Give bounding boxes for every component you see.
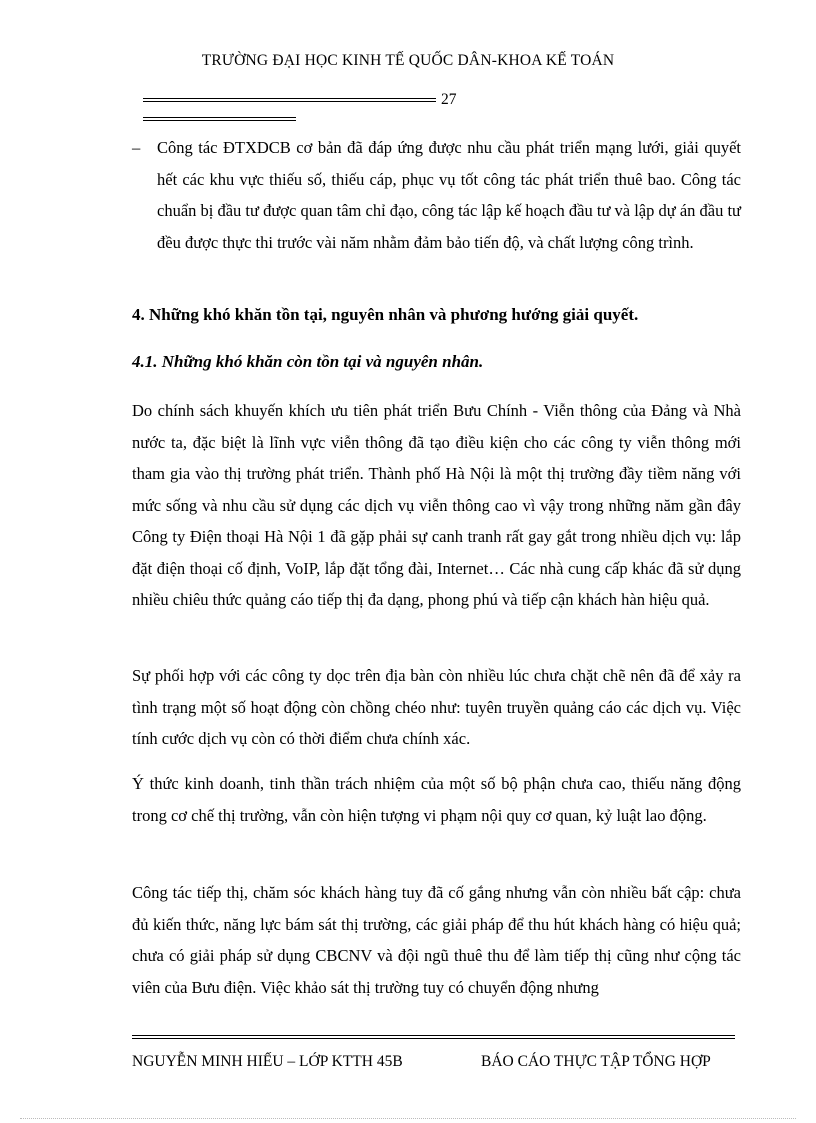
bullet-dash: –	[132, 138, 141, 157]
section-heading-4: 4. Những khó khăn tồn tại, nguyên nhân và phương hướng giải quyết.	[132, 305, 639, 324]
footer-report-title: BÁO CÁO THỰC TẬP TỔNG HỢP	[481, 1053, 711, 1070]
header-title: TRƯỜNG ĐẠI HỌC KINH TẾ QUỐC DÂN-KHOA KẾ TOÁN	[201, 52, 615, 69]
paragraph-3: Ý thức kinh doanh, tinh thần trách nhiệm của một số bộ phận chưa cao, thiếu năng động trong cơ chế thị trường, vẫn còn hiện tượng vi phạm nội quy cơ quan, kỷ luật lao động.	[132, 774, 741, 825]
header-rule-upper	[143, 98, 436, 102]
page-bottom-edge	[20, 1118, 796, 1119]
subsection-heading-4-1: 4.1. Những khó khăn còn tồn tại và nguyên nhân.	[132, 352, 484, 371]
footer-author: NGUYỄN MINH HIẾU – LỚP KTTH 45B	[132, 1053, 403, 1070]
paragraph-4: Công tác tiếp thị, chăm sóc khách hàng tuy đã cố gắng nhưng vẫn còn nhiều bất cập: chưa đủ kiến thức, năng lực bám sát thị trường, các giải pháp để thu hút khách hàng có hiệu quả; chưa có giải pháp sử dụng CBCNV và đội ngũ thuê thu để làm tiếp thị cũng như cộng tác viên của Bưu điện. Việc khảo sát thị trường tuy có chuyển động nhưng	[132, 883, 741, 997]
page-number: 27	[441, 91, 457, 108]
bullet-paragraph: Công tác ĐTXDCB cơ bản đã đáp ứng được nhu cầu phát triển mạng lưới, giải quyết hết các khu vực thiếu số, thiếu cáp, phục vụ tốt công tác phát triển thuê bao. Công tác chuẩn bị đầu tư được quan tâm chỉ đạo, công tác lập kế hoạch đầu tư và lập dự án đầu tư đều được thực thi trước vài năm nhằm đảm bảo tiến độ, và chất lượng công trình.	[157, 138, 742, 252]
paragraph-1: Do chính sách khuyến khích ưu tiên phát triển Bưu Chính - Viễn thông của Đảng và Nhà nước ta, đặc biệt là lĩnh vực viễn thông đã tạo điều kiện cho các công ty viễn thông mới tham gia vào thị trường phát triển. Thành phố Hà Nội là một thị trường đầy tiềm năng với mức sống và nhu cầu sử dụng các dịch vụ viễn thông cao vì vậy trong những năm gần đây Công ty Điện thoại Hà Nội 1 đã gặp phải sự canh tranh rất gay gắt trong nhiều dịch vụ: lắp đặt điện thoại cố định, VoIP, lắp đặt tổng đài, Internet… Các nhà cung cấp khác đã sử dụng nhiều chiêu thức quảng cáo tiếp thị đa dạng, phong phú và tiếp cận khách hàn hiệu quả.	[132, 401, 741, 609]
header-rule-lower	[143, 117, 296, 121]
paragraph-2: Sự phối hợp với các công ty dọc trên địa bàn còn nhiều lúc chưa chặt chẽ nên đã để xảy ra tình trạng một số hoạt động còn chồng chéo như: tuyên truyền quảng cáo các dịch vụ. Việc tính cước dịch vụ còn có thời điểm chưa chính xác.	[132, 666, 741, 748]
footer-rule	[132, 1035, 735, 1039]
